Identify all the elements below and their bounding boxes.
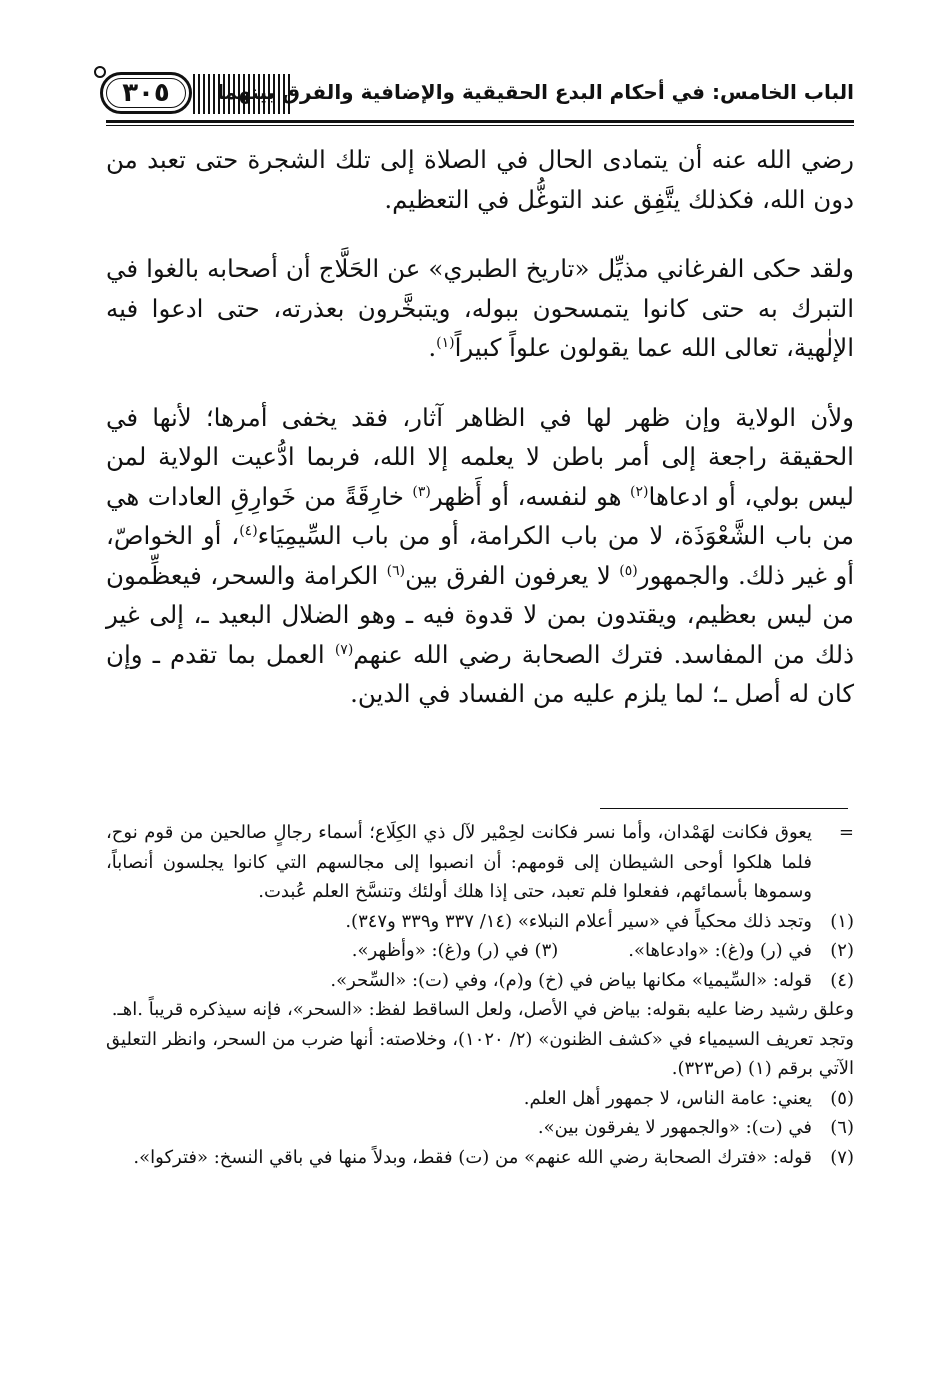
footnote-4: (٤) قوله: «السِّيميا» مكانها بياض في (خ) و(م)، وفي (ت): «السِّحر».: [330, 969, 854, 991]
footnote-7: (٧) قوله: «فترك الصحابة رضي الله عنهم» من (ت) فقط، وبدلاً منها في باقي النسخ: «فتركوا».: [133, 1146, 854, 1168]
footnote-2-3: (٢) في (ر) و(غ): «وادعاها». (٣) في (ر) و(غ): «وأظهر».: [106, 936, 854, 966]
chapter-title: الباب الخامس: في أحكام البدع الحقيقية والإضافية والفرق بينهما: [217, 80, 854, 104]
footnote-continuation: = يعوق فكانت لهَمْدان، وأما نسر فكانت لحِمْير لآل ذي الكِلَاع؛ أسماء رجالٍ صالحين من قوم نوح، فلما هلكوا أوحى الشيطان إلى قومهم: أن انصبوا إلى مجالسهم التي كانوا يجلسون أنصاباً، وسموها بأسمائهم، ففعلوا فلم تعبد، حتى إذا هلك أولئك وتنسَّخ العلم عُبدت.: [106, 822, 854, 902]
footnote-ref[interactable]: (٤): [239, 522, 258, 539]
footnote-2-text: في (ر) و(غ): «وادعاها».: [628, 940, 812, 961]
page-number: ٣٠٥: [122, 78, 170, 108]
footnote-ref[interactable]: (١): [436, 334, 455, 351]
footnote-ref[interactable]: (٣): [412, 483, 431, 500]
footnote-6: (٦) في (ت): «والجمهور لا يفرقون بين».: [537, 1117, 854, 1138]
header-rule-thin: [106, 125, 854, 126]
main-text: [106, 140, 854, 714]
footnote-4-definition: وتجد تعريف السيمياء في «كشف الظنون» (٢/ ١٠٢٠)، وخلاصته: أنها ضرب من السحر، وانظر التعليق الآتي برقم (١) (ص٣٢٣).: [106, 1028, 854, 1079]
header-rule: [106, 120, 854, 123]
paragraph-1: رضي الله عنه أن يتمادى الحال في الصلاة إلى تلك الشجرة حتى تعبد من دون الله، فكذلك يتَّفِق عند التوغُّل في التعظيم.: [106, 145, 854, 214]
ornament-dot: [94, 66, 106, 78]
footnote-separator: [600, 808, 848, 809]
footnote-3: (٣) في (ر) و(غ): «وأظهر».: [351, 940, 559, 961]
footnote-ref[interactable]: (٧): [334, 641, 354, 658]
footnotes: [106, 818, 854, 1172]
running-header: [100, 66, 854, 120]
footnote-5: (٥) يعني: عامة الناس، لا جمهور أهل العلم.: [523, 1087, 854, 1109]
footnote-ref[interactable]: (٢): [630, 483, 649, 500]
footnote-4-note: وعلق رشيد رضا عليه بقوله: بياض في الأصل، ولعل الساقط لفظ: «السحر»، فإنه سيذكره قريباً .اهـ.: [111, 999, 854, 1020]
footnote-1: (١) وتجد ذلك محكياً في «سير أعلام النبلاء» (١٤/ ٣٣٧ و٣٣٩ و٣٤٧).: [345, 910, 854, 932]
page-number-frame: [100, 72, 192, 114]
paragraph-2: ولقد حكى الفرغاني مذيِّل «تاريخ الطبري» عن الحَلَّاج أن أصحابه بالغوا في التبرك به حتى كانوا يتمسحون ببوله، ويتبخَّرون بعذرته، حتى ادعوا فيه الإلٰهية، تعالى الله عما يقولون علواً كبيراً$^{(١)}$.: [106, 254, 854, 362]
footnote-ref[interactable]: (٦): [386, 562, 406, 579]
footnote-ref[interactable]: (٥): [619, 562, 638, 579]
paragraph-3: ولأن الولاية وإن ظهر لها في الظاهر آثار، فقد يخفى أمرها؛ لأنها في الحقيقة راجعة إلى أمر باطن لا يعلمه إلا الله، فربما ادُّعيت الولاية لمن ليس بولي، أو ادعاها$^{(٢)}$ هو لنفسه، أو أَظهر$^{(٣)}$ خارِقَةً من خَوارِقِ العادات هي من باب الشَّعْوَذَة، لا من باب الكرامة، أو من باب السِّيمِيَاء$^{(٤)}$، أو الخواصّ، أو غير ذلك. والجمهور$^{(٥)}$ لا يعرفون الفرق بين$^{(٦)}$ الكرامة والسحر، فيعظِّمون من ليس بعظيم، ويقتدون بمن لا قدوة فيه ـ وهو الضلال البعيد ـ، إلى غير ذلك من المفاسد. فترك الصحابة رضي الله عنهم$^{(٧)}$ العمل بما تقدم ـ وإن كان له أصل ـ؛ لما يلزم عليه من الفساد في الدين.: [106, 402, 855, 708]
